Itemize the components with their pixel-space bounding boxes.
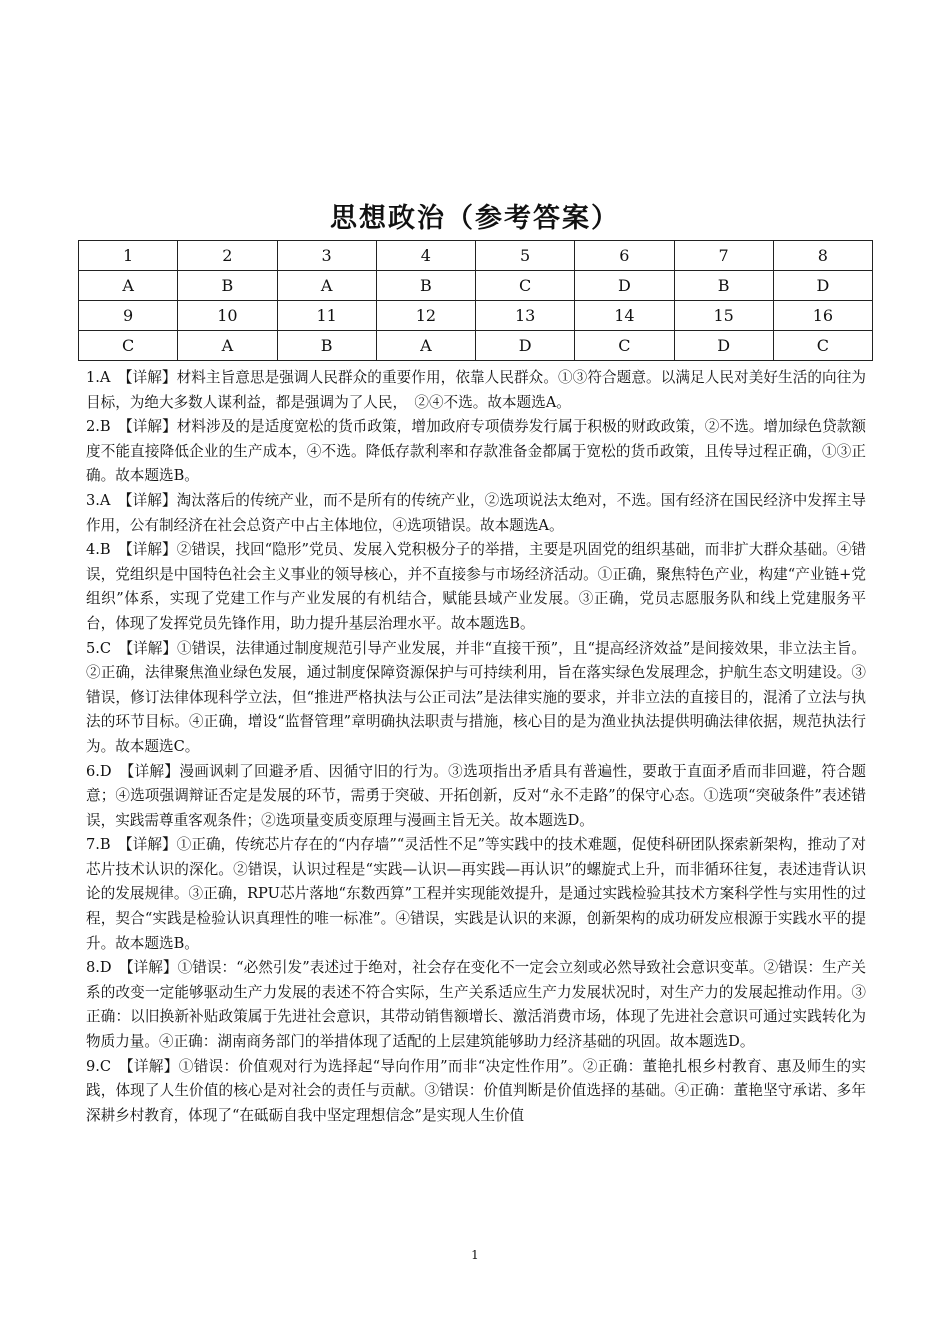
explanation-item: 2.B 【详解】材料涉及的是适度宽松的货币政策，增加政府专项债券发行属于积极的财政政策，②不选。增加绿色贷款额度不能直接降低企业的生产成本，④不选。降低存款利率和存款准备金都属于宽松的货币政策，且传导过程正确，①③正确。故本题选B。 [86,418,866,485]
answer-row [79,271,873,301]
question-number-cell: 1 [79,241,178,271]
explanation-item: 6.D 【详解】漫画讽刺了回避矛盾、因循守旧的行为。③选项指出矛盾具有普遍性，要敢于直面矛盾而非回避，符合题意；④选项强调辩证否定是发展的环节，需勇于突破、开拓创新，反对“永不走路”的保守心态。①选项“突破条件”表述错误，实践需尊重客观条件；②选项量变质变原理与漫画主旨无关。故本题选D。 [86,762,866,829]
explanations [86,366,866,1128]
question-number-cell: 10 [178,301,277,331]
answer-row [79,331,873,361]
question-number-cell: 2 [178,241,277,271]
question-number-cell: 8 [773,241,872,271]
question-number-cell: 7 [674,241,773,271]
explanation-item: 4.B 【详解】②错误，找回“隐形”党员、发展入党积极分子的举措，主要是巩固党的组织基础，而非扩大群众基础。④错误，党组织是中国特色社会主义事业的领导核心，并不直接参与市场经济活动。①正确，聚焦特色产业，构建“产业链+党组织”体系，实现了党建工作与产业发展的有机结合，赋能县域产业发展。③正确，党员志愿服务队和线上党建服务平台，体现了发挥党员先锋作用，助力提升基层治理水平。故本题选B。 [86,541,866,632]
question-number-cell: 12 [376,301,475,331]
question-number-cell: 16 [773,301,872,331]
question-number-cell: 13 [476,301,575,331]
question-number-row [79,301,873,331]
question-number-cell: 9 [79,301,178,331]
answer-cell: B [178,271,277,301]
answer-cell: B [674,271,773,301]
explanation-item: 7.B 【详解】①正确，传统芯片存在的“内存墙”“灵活性不足”等实践中的技术难题，促使科研团队探索新架构，推动了对芯片技术认识的深化。②错误，认识过程是“实践—认识—再实践—再认识”的螺旋式上升，而非循环往复，表述违背认识论的发展规律。③正确，RPU芯片落地“东数西算”工程并实现能效提升，是通过实践检验其技术方案科学性与实用性的过程，契合“实践是检验认识真理性的唯一标准”。④错误，实践是认识的来源，创新架构的成功研发应根源于实践水平的提升。故本题选B。 [86,836,866,952]
answer-cell: A [376,331,475,361]
question-number-cell: 11 [277,301,376,331]
question-number-cell: 3 [277,241,376,271]
question-number-cell: 14 [575,301,674,331]
answer-cell: B [376,271,475,301]
page-number: 1 [471,1248,479,1262]
question-number-cell: 5 [476,241,575,271]
question-number-row [79,241,873,271]
answer-cell: C [575,331,674,361]
explanation-item: 5.C 【详解】①错误，法律通过制度规范引导产业发展，并非“直接干预”，且“提高经济效益”是间接效果，非立法主旨。②正确，法律聚焦渔业绿色发展，通过制度保障资源保护与可持续利用，旨在落实绿色发展理念，护航生态文明建设。③错误，修订法律体现科学立法，但“推进严格执法与公正司法”是法律实施的要求，并非立法的直接目的，混淆了立法与执法的环节目标。④正确，增设“监督管理”章明确执法职责与措施，核心目的是为渔业执法提供明确法律依据，规范执法行为。故本题选C。 [86,639,866,755]
answer-cell: C [476,271,575,301]
explanation-item: 1.A 【详解】材料主旨意思是强调人民群众的重要作用，依靠人民群众。①③符合题意。以满足人民对美好生活的向往为目标，为绝大多数人谋利益，都是强调为了人民， ②④不选。故本题选A。 [86,369,866,411]
answer-cell: C [773,331,872,361]
answer-cell: D [773,271,872,301]
explanation-item: 3.A 【详解】淘汰落后的传统产业，而不是所有的传统产业，②选项说法太绝对，不选。国有经济在国民经济中发挥主导作用，公有制经济在社会总资产中占主体地位，④选项错误。故本题选A。 [86,491,866,534]
answer-cell: A [178,331,277,361]
answer-cell: D [476,331,575,361]
answer-table [78,240,873,361]
answer-cell: C [79,331,178,361]
question-number-cell: 6 [575,241,674,271]
answer-cell: D [575,271,674,301]
question-number-cell: 4 [376,241,475,271]
page-title: 思想政治（参考答案） [330,203,620,234]
answer-cell: A [277,271,376,301]
answer-cell: D [674,331,773,361]
answer-cell: B [277,331,376,361]
explanation-item: 8.D 【详解】①错误：“必然引发”表述过于绝对，社会存在变化不一定会立刻或必然导致社会意识变革。②错误：生产关系的改变一定能够驱动生产力发展的表述不符合实际，生产关系适应生产力发展状况时，对生产力的发展起推动作用。③正确：以旧换新补贴政策属于先进社会意识，其带动销售额增长、激活消费市场，体现了先进社会意识可通过实践转化为物质力量。④正确：湖南商务部门的举措体现了适配的上层建筑能够助力经济基础的巩固。故本题选D。 [86,959,866,1051]
question-number-cell: 15 [674,301,773,331]
answer-cell: A [79,271,178,301]
explanation-item: 9.C 【详解】①错误：价值观对行为选择起“导向作用”而非“决定性作用”。②正确：董艳扎根乡村教育、惠及师生的实践，体现了人生价值的核心是对社会的责任与贡献。③错误：价值判断是价值选择的基础。④正确：董艳坚守承诺、多年深耕乡村教育，体现了“在砥砺自我中坚定理想信念”是实现人生价值 [86,1057,866,1124]
